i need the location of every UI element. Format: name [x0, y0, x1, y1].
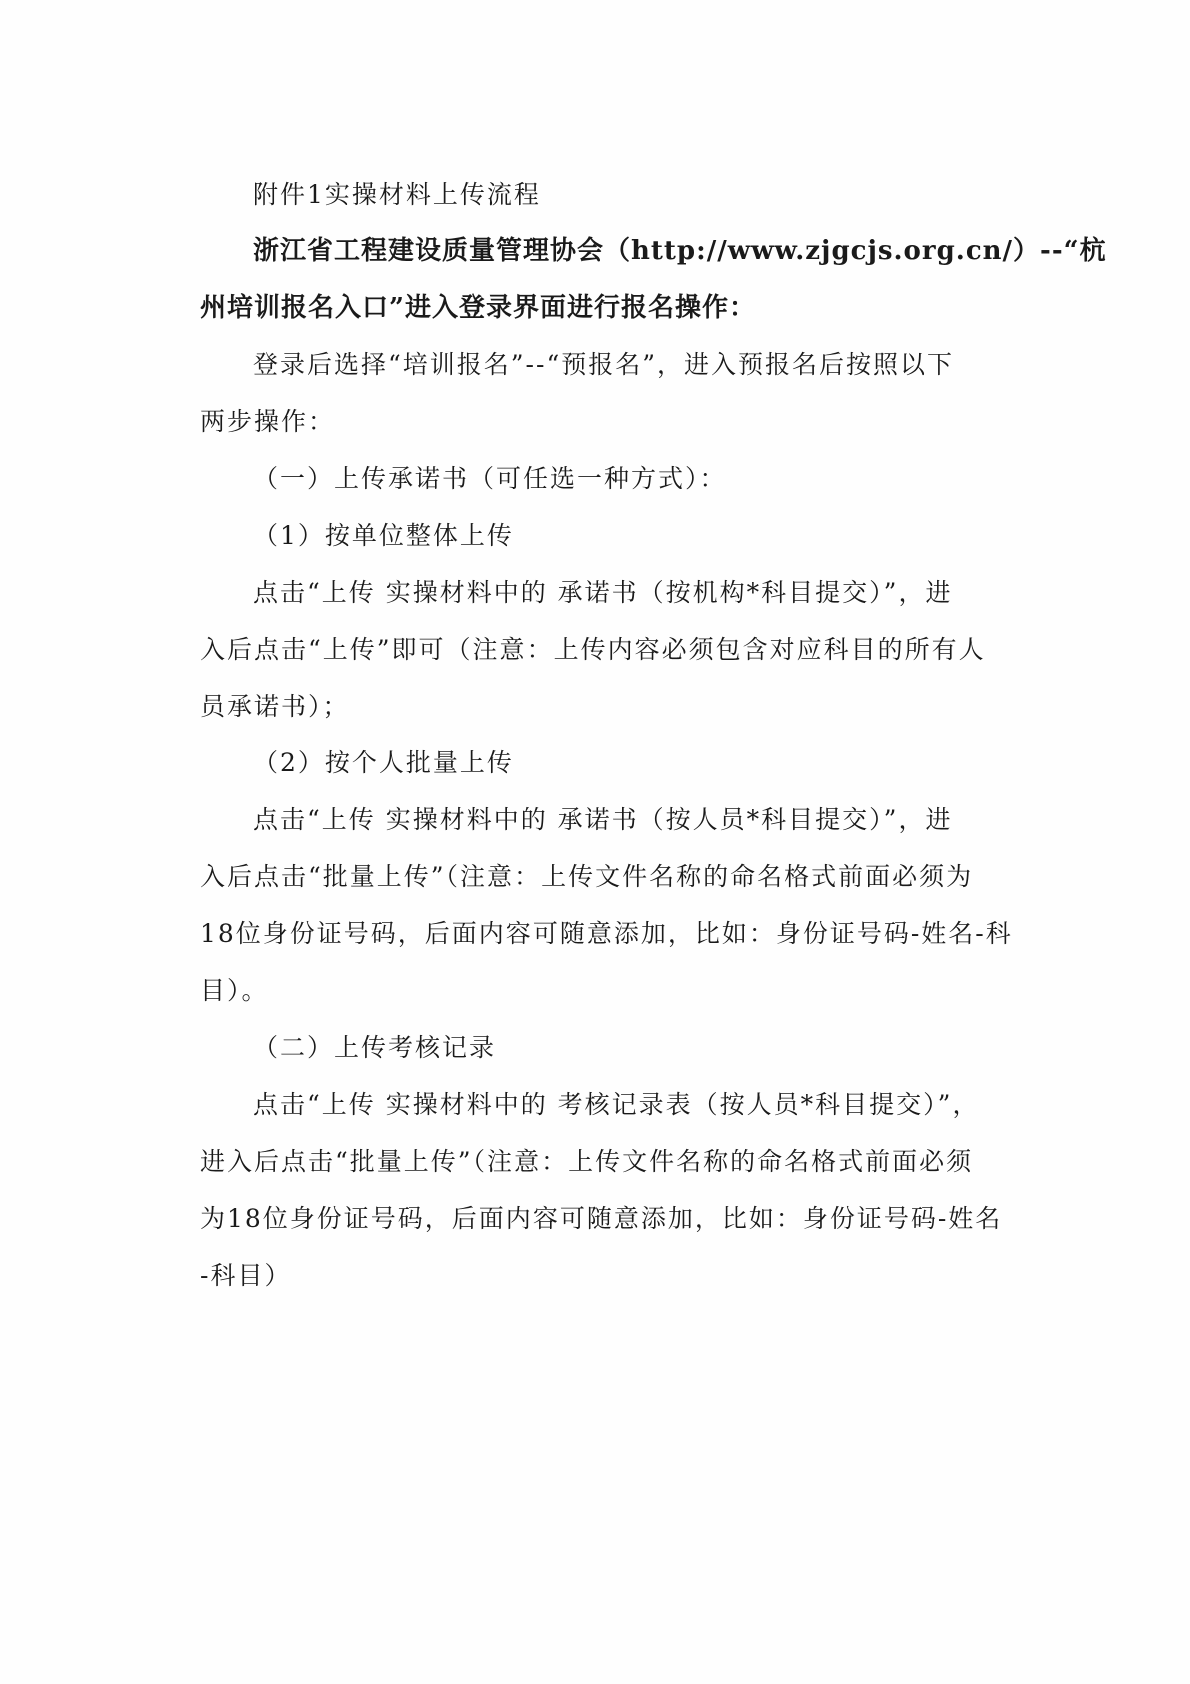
section2-line-1: 点击“上传 实操材料中的 考核记录表（按人员*科目提交）”， [253, 1090, 980, 1119]
intro-line-2: 州培训报名入口”进入登录界面进行报名操作： [200, 293, 756, 323]
method1-heading: （1）按单位整体上传 [253, 521, 514, 550]
method2-line-4: 目）。 [200, 976, 269, 1005]
login-step-line-1: 登录后选择“培训报名”--“预报名”，进入预报名后按照以下 [253, 350, 955, 379]
section1-heading: （一）上传承诺书（可任选一种方式）： [253, 464, 727, 493]
method1-line-1: 点击“上传 实操材料中的 承诺书（按机构*科目提交）”，进 [253, 578, 953, 607]
login-step-line-2: 两步操作： [200, 407, 336, 436]
attachment-title: 附件1实操材料上传流程 [253, 180, 541, 209]
method1-line-3: 员承诺书）； [200, 692, 350, 721]
section2-line-3: 为18位身份证号码，后面内容可随意添加，比如：身份证号码-姓名 [200, 1204, 1003, 1233]
section2-line-4: -科目） [200, 1261, 292, 1290]
method2-heading: （2）按个人批量上传 [253, 748, 514, 777]
method2-line-1: 点击“上传 实操材料中的 承诺书（按人员*科目提交）”，进 [253, 805, 953, 834]
section2-line-2: 进入后点击“批量上传”（注意：上传文件名称的命名格式前面必须 [200, 1147, 974, 1176]
method2-line-3: 18位身份证号码，后面内容可随意添加，比如：身份证号码-姓名-科 [200, 919, 1013, 948]
intro-line-1: 浙江省工程建设质量管理协会（http://www.zjgcjs.org.cn/）--“杭 [253, 236, 1107, 266]
method2-line-2: 入后点击“批量上传”（注意：上传文件名称的命名格式前面必须为 [200, 862, 974, 891]
section2-heading: （二）上传考核记录 [253, 1033, 497, 1062]
method1-line-2: 入后点击“上传”即可（注意：上传内容必须包含对应科目的所有人 [200, 635, 986, 664]
